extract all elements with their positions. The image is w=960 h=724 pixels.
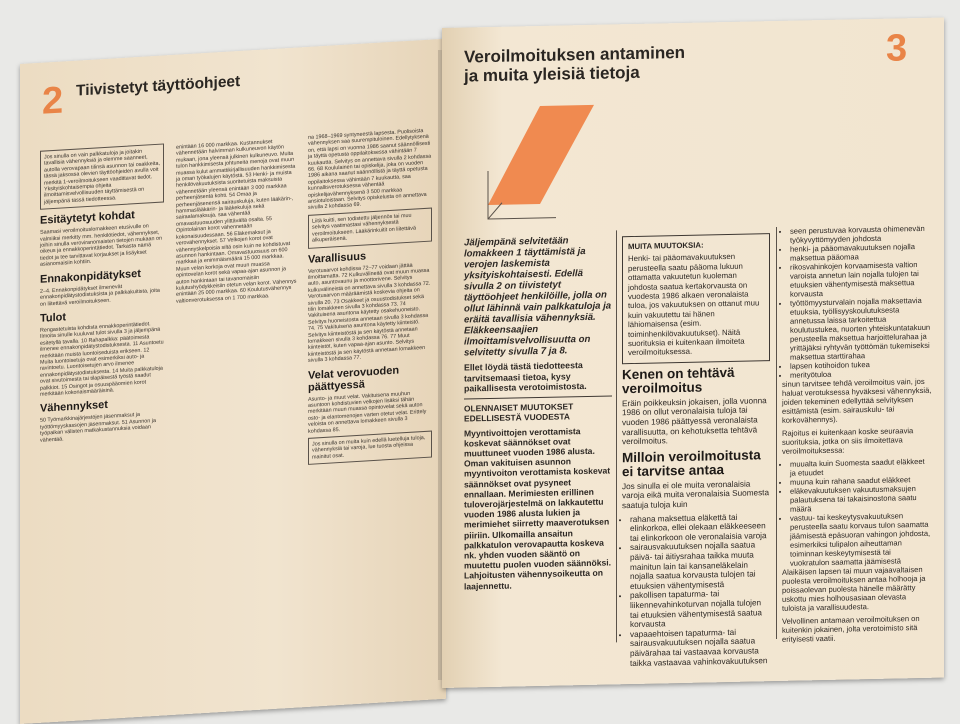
column-divider	[616, 230, 617, 642]
note-box	[308, 431, 432, 466]
left-column-2	[176, 137, 298, 704]
section-text: 50 Työmarkkinajärjestöjen jäsenmaksut ja työttömyyskassojen jäsenmaksut. 51 Asunnon ja työpaikan välisten matkakustannuksia voidaan vähentää.	[40, 412, 156, 444]
paragraph: Alaikäisen lapsen tai muun vajaavaltaisen puolesta veroilmoituksen antaa holhooja ja poissaolevan puolesta hänelle määrätty uskottu mies holhousasiaan olevasta tuloista ja varallisuudesta.	[782, 564, 926, 613]
section-heading: Ennakonpidätykset	[40, 267, 141, 286]
column-divider	[776, 227, 777, 639]
intro-text: Jäljempänä selvitetään lomakkeen 1 täyttämistä ja verojen laskemista yksityiskohtaisesti. Edellä sivulla 2 on tiivistetyt täyttöohjeet henkilöille, jolla on ollut lähinnä vain palkkatuloja ja eräitä tavallisia vähennyksiä. Eläkkeensaajien ilmoittamisvelvollisuutta on selvitetty sivulla 7 ja 8.	[464, 235, 612, 359]
section-text: 2–4. Ennakonpidätykset ilmenevät ennakonpidätystodistuksista ja palkkakuitista, joita on liitettävä veroilmoitukseen.	[40, 283, 160, 308]
left-page	[20, 39, 446, 724]
list-item: • vapaaehtoisen tapaturma- tai sairausvakuutuksen nojalla saatua päivärahaa tai vastaavaa korvausta taikka vastaavaa vahinkovakuutuksen	[630, 627, 770, 668]
note-box-text: Jos sinulla on muita kuin edellä luetelluja tuloja, vähennyksiä tai varoja, lue tuosta ohjeissa mainitut osat.	[312, 434, 426, 461]
list-item: • rikosvahinkojen korvaamisesta valtion varoista annetun lain nojalla tulojen tai etuuksien vähentymisestä maksettua korvausta	[790, 260, 932, 299]
section-heading: Vähennykset	[40, 399, 108, 416]
list-item: • rahana maksettua eläkettä tai elinkorkoa, ellei olekaan eläkkeeseen tai elinkorkoon ole veronalaisia varoja	[630, 512, 770, 544]
list-item: • sairausvakuutuksen nojalla saatua päivä- tai äitiysrahaa taikka muuta mainitun lain tai kansaneläkelain nojalla saatua korvausta tulojen tai etuuksien vähentymisestä	[630, 541, 770, 592]
section-heading: Esitäytetyt kohdat	[40, 209, 135, 228]
ask-tax-office-text: Ellet löydä tästä tiedotteesta tarvitsemaasi tietoa, kysy paikallisesta verotoimistosta.	[464, 360, 587, 394]
magazine-spread	[14, 20, 948, 684]
receipt-box-text: Liitä kuitti, sen todistettu jäljennös tai muu selvitys vaatimastasi vähennyksestä veroilmoitukseen. Lääkärinkuitit on liitettävä alkuperäisenä.	[312, 212, 416, 244]
section-heading: Velat verovuoden päättyessä	[308, 364, 400, 394]
page-title: Tiivistetyt täyttöohjeet	[76, 72, 241, 100]
list-item: • henki- ja pääomavakuutuksen nojalla maksettua pääomaa	[790, 242, 932, 263]
changes-heading: OLENNAISET MUUTOKSET EDELLISESTÄ VUODESTA	[464, 400, 574, 424]
right-column-2	[622, 233, 770, 668]
changes-text: Myyntivoittojen verottamista koskevat säännökset ovat muuttuneet vuoden 1986 alusta. Oman vakituisen asunnon myyntivoiton verottamista koskevat säännökset ovat pysyneet ennallaan. Merimiesten erillinen tuloverojärjestelmä on lakkautettu vuoden 1986 alusta lukien ja merimiehet siirretty maaverotuksen piiriin. Ulkomailla ansaitun palkkatulon verovapautta koskeva nk. yhden vuoden sääntö on muutettu puolen vuoden säännöksi. Lahjoitusten vähennysoikeutta on laajennettu.	[464, 425, 612, 592]
intro-box	[40, 143, 164, 210]
receipt-box	[308, 207, 432, 248]
list-item: • muuna kuin rahana saadut eläkkeet	[790, 475, 932, 487]
section-text: Rengastetuista kohdista ennakkoperintätiedot. Ilmoita sinulle kuuluvat tulot sivulla 3 ja jäljempänä esitetyllä tavalla. 10 Rahapalkka: päätoimesta ilmenee ennakonpidätystodistuksesta. 11 Asuntoetu merkitään muista luontoiseduista erikseen. 12 Muita luontoisetuja ovat esimerkiksi auto- ja ravintoetu. Luontoisetujen arvo ilmenee ennakonpidätystodistuksesta. 14 Muita palkkatuloja ovat sivutoimesta tai tilapäisestä työstä saadut palkkiot. 15 Osingot ja osuuspääomien korot merkitään kokonaismääräisinä.	[40, 321, 164, 398]
list-item: • merityötuloa	[790, 368, 932, 380]
right-column-1	[464, 234, 612, 657]
section-text: Saamasi veroilmoituslomakkeen etusivulle on valmiiksi merkitty mm. henkilötiedot, vähennykset, joihin sinulla veroviranomaisten tietojen mukaan on oikeus ja ennakkoperintätiedot. Tarkasta nämä tiedot ja tee tarvittavat korjaukset ja lisäykset asianomaisiin kohtiin.	[40, 223, 162, 269]
title-line-2: ja muita yleisiä tietoja	[464, 62, 640, 86]
other-changes-text: Henki- tai pääomavakuutuksen perusteella saatu pääoma lukuun ottamatta vakuutetun kuoleman johdosta saatua kertakorvausta on vuodesta 1986 alkaen veronalaista tuloa, jos vakuutuksen on ottanut muu kuin vakuutettu tai hänen lähiomaisensa (esim. toiminhenkilövakuutukset). Näitä suorituksia ei kuitenkaan ilmoiteta veroilmoituksessa.	[628, 252, 760, 358]
page-number: 2	[42, 79, 64, 123]
page-title	[464, 43, 685, 86]
section-text: Eräin poikkeuksin jokaisen, jolla vuonna 1986 on ollut veronalaisia tuloja tai vuoden 1986 päättyessä veronalaista varallisuutta, on kehotuksetta tehtävä veroilmoitus.	[622, 396, 767, 447]
list-item: • työttömyysturvalain nojalla maksettavia etuuksia, työllisyyskoulutuksesta annetussa laissa tarkoitettua koulutustukea, nuorten yhteiskuntatakuun perusteella maksettua harjoittelurahaa ja yrittäjäksi ryhtyvän työttömän tukemiseksi maksettua starttirahaa	[790, 296, 932, 362]
left-column-1	[40, 143, 164, 710]
list-item: • lapsen kotihoidon tukea	[790, 359, 932, 371]
section-heading: Varallisuus	[308, 249, 367, 266]
exemptions-list-cont	[782, 224, 932, 380]
left-column-3	[308, 128, 432, 695]
column-text: na 1968–1969 syntyneestä lapsesta. Puolisoista vähennyksen saa suurempituloinen. Edellytyksenä on, että lapsi on vuonna 1986 saanut säännöllisesti ja täyttä opetusta oppilaitoksessa vähintään 7 kuukautta. Selvitys on annettava sivulla 2 kohdassa 66. 68 Koululainen tai opiskelija, joka on vuoden 1986 aikana saanut säännöllistä ja täyttä opetusta oppilaitoksessa vähintään 7 kuukautta, saa kunnallisverotuksessa vähentää opiskelijavähennyksenä 3 500 markkaa ansiotuloistaan. Selvitys opiskelusta on annettava sivulla 2 kohdassa 69.	[308, 128, 432, 212]
right-page	[442, 17, 944, 688]
decorative-graphic	[482, 103, 602, 226]
exemptions-list	[622, 512, 770, 669]
reportable-list	[782, 457, 932, 568]
graphic-diagonal	[488, 203, 502, 219]
list-item: • pakollisen tapaturma- tai liikennevahinkoturvan nojalla tulojen tai etuuksien vähentymisestä saatua korvausta	[630, 589, 770, 630]
section-heading: Kenen on tehtävä veroilmoitus	[622, 364, 735, 397]
title-line-1: Veroilmoituksen antaminen	[464, 42, 686, 67]
paragraph: Rajoitus ei kuitenkaan koske seuraavia suorituksia, jotka on siis ilmoitettava veroilmoituksessa:	[782, 426, 914, 456]
paragraph: Velvollinen antamaan veroilmoituksen on kuitenkin jokainen, jolta verotoimisto sitä erityisesti vaatii.	[782, 613, 920, 644]
middle-column-text: enintään 16 000 markkaa. Kustannukset vähennetään halvimman kulkuneuvon käytön mukaan, jona yleensä julkinen kulkuneuvo. Muita tulon hankkimisesta johtuneita menoja ovat muun muassa kulut ammattikirjallisuuden hankkimisesta ja oman työkalujen käytöstä. 53 Henki- ja muista henkilövakuutuksista suoritetuista maksuista vähennetään yleensä enintään 3 000 markkaa perheenjäsentä kohti. 54 Omaa ja perheenjäsenensä sairauskuluja, kuten lääkärin-, hammaslääkärin- ja lääkekuluja sekä sairaalamaksuja, saa vähentää omavastuuosuuden ylittävältä osalta. 55 Opintolainan korot vähennetään kokonaisuudessaan. 56 Eläkemaksut ja verovähennykset. 57 Velkojen korot ovat vähennyskelpoisia siltä osin kuin ne kohdistuvat asunnon hankintaan. Omavastuuosuus on 600 markkaa ja enimmäismäärä 15 000 markkaa. Muun velan korkoja ovat muun muassa opintovelan korot sekä vapaa-ajan asunnon ja auton hankintaan tai tavanomaisiin kulutushyödykkeisiin otetun velan korot. Vähennys enintään 25 000 markkaa. 60 Koulutusvähennys valtionverotuksessa on 1 700 markkaa.	[176, 138, 297, 305]
section-heading: Milloin veroilmoitusta ei tarvitse antaa	[622, 447, 761, 480]
section-heading: Tulot	[40, 311, 67, 325]
page-number: 3	[886, 27, 908, 70]
other-changes-heading: MUITA MUUTOKSIA:	[628, 240, 704, 252]
section-text: Jos sinulla ei ole muita veronalaisia varoja eikä muita veronalaisia Suomesta saatuja tuloja kuin	[622, 479, 769, 511]
orange-parallelogram	[488, 105, 594, 205]
intro-box-text: Jos sinulla on vain palkkatuloja ja joitakin tavallisia vähennyksiä ja olemme saanneet, autolla verovapaan tilinsä asunnon tai osakkeita, tässä jaksossa olevien täyttöohjeiden avulla voit merkitä 1-veroilmoitukseen vaadittavat tiedot. Yksityiskohtaisempia ohjeita ilmoittamisvelvollisuuden täyttämisestä on jäljempänä tässä tiedotteessa.	[44, 148, 160, 206]
paragraph: sinun tarvitsee tehdä veroilmoitus vain, jos haluat verotuksessa hyväksesi vähennyksiä, joiden tekeminen edellyttää selvityksen esittämistä (esim. sairauskulu- tai korkovähennys).	[782, 376, 932, 425]
list-item: • seen perustuvaa korvausta ohimenevän työkyvyttömyyden johdosta	[790, 224, 932, 245]
list-item: • vastuu- tai keskeytysvakuutuksen perusteella saatu korvaus tulon saamatta jäämisestä epäsuoran vahingon johdosta, esimerkiksi tulipalon aiheuttaman toiminnan keskeytymisestä tai vuokratulon saamatta jäämisestä	[790, 511, 932, 568]
list-item: • muualta kuin Suomesta saadut eläkkeet ja etuudet	[790, 457, 932, 478]
right-column-3	[782, 224, 932, 657]
section-text: Verotusarvot kohdissa 72–77 voidaan jättää ilmoittamatta. 72 Kulkuvälineitä ovat muun muassa auto, asuntovaunu ja moottorivene. Selvitys kulkuvälineistä on annettava sivulla 3 kohdassa 72. Verotusarvon määräämistä koskevia ohjeita on sivulla 20. 73 Osakkeet ja osuustodistukset sekä tilin lomakkeen sivulla 3 kohdassa 73. 74 Vakituisena asuntona käytetty osakehuoneisto. Selvitys huoneistosta annetaan sivulla 3 kohdassa 74. 75 Vakituisena asuntona käytetty kiinteistö. Selvitys kiinteistöstä ja sen käytöstä annetaan lomakkeen sivulla 3 kohdassa 76. 77 Muut kiinteistöt, kuten vapaa-ajan asunto. Selvitys kiinteistöstä ja sen käytöstä annetaan lomakkeen sivulla 3 kohdassa 77.	[308, 262, 431, 365]
list-item: • eläkevakuutuksen vakuutusmaksujen palautuksena tai takaisinostona saatu määrä	[790, 484, 932, 514]
other-changes-box	[622, 233, 770, 364]
section-text: Asunto- ja muut velat. Vakituisena muuhun asuntoon kohdistuvien velkojen lisäksi tähän merkitään muun muassa opintovelat sekä auton osto- ja elantomenojen varten otetut velat. Erittely veloista on annettava lomakkeen sivulla 3 kohdassa 85.	[308, 390, 427, 435]
